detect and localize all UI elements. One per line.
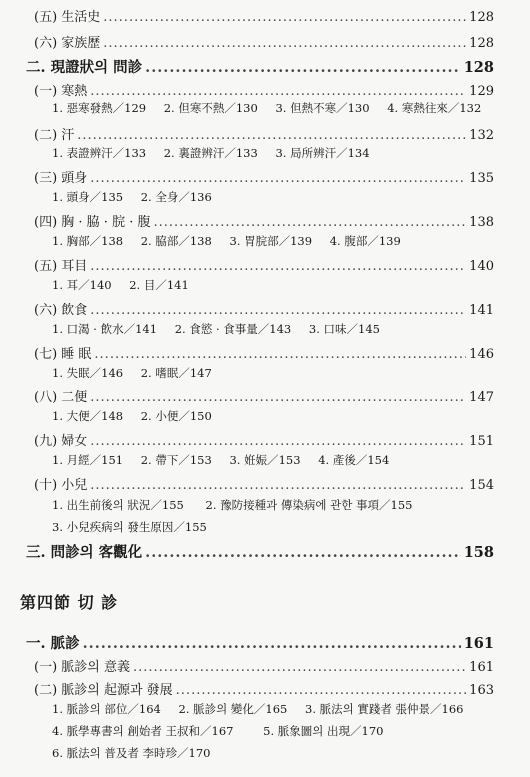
entry-label: (四) 胸 · 脇 · 脘 · 腹	[34, 215, 151, 230]
toc-entry[interactable]	[34, 474, 494, 493]
subentry-line	[52, 701, 464, 717]
subentry-line	[52, 519, 207, 535]
section-label: 一. 脈診	[26, 635, 80, 652]
subentry[interactable]: 3. 姙娠／153	[229, 453, 301, 467]
page-number: 158	[463, 544, 494, 561]
page-number: 146	[469, 347, 494, 362]
leader-dots	[90, 390, 466, 405]
page-number: 128	[469, 36, 494, 51]
subentry[interactable]: 2. 裏證辨汗／133	[163, 146, 258, 160]
subentry[interactable]: 2. 脇部／138	[140, 234, 212, 248]
subentry[interactable]: 5. 脈象圖의 出現／170	[263, 724, 384, 738]
leader-dots	[90, 171, 466, 186]
page-number: 140	[469, 259, 494, 274]
toc-entry[interactable]	[34, 656, 494, 675]
toc-entry[interactable]	[34, 679, 494, 698]
subentry[interactable]: 2. 帶下／153	[140, 453, 212, 467]
leader-dots	[145, 59, 461, 76]
leader-dots	[90, 84, 466, 99]
leader-dots	[83, 635, 461, 652]
entry-label: (八) 二便	[34, 390, 88, 405]
page-number: 132	[469, 128, 494, 143]
subentry[interactable]: 2. 但寒不熱／130	[163, 101, 258, 115]
subentry[interactable]: 3. 脈法의 實踐者 張仲景／166	[305, 702, 464, 716]
subentry[interactable]: 1. 月經／151	[52, 453, 124, 467]
subentry[interactable]: 4. 產後／154	[318, 453, 390, 467]
leader-dots	[103, 36, 466, 51]
entry-label: (一) 寒熱	[34, 84, 88, 99]
subentry[interactable]: 1. 大便／148	[52, 409, 124, 423]
subentry-line	[52, 189, 212, 205]
leader-dots	[77, 128, 466, 143]
leader-dots	[90, 259, 466, 274]
section-label: 二. 現證狀의 問診	[26, 59, 143, 76]
toc-entry[interactable]	[34, 32, 494, 51]
entry-label: (十) 小兒	[34, 478, 88, 493]
subentry[interactable]: 3. 口味／145	[308, 322, 380, 336]
entry-label: (二) 汗	[34, 128, 75, 143]
toc-entry[interactable]	[34, 255, 494, 274]
page-number: 151	[469, 434, 494, 449]
entry-label: (六) 家族歷	[34, 36, 101, 51]
subentry-line	[52, 321, 380, 337]
leader-dots	[133, 660, 466, 675]
page-number: 147	[469, 390, 494, 405]
subentry[interactable]: 4. 寒熱往來／132	[387, 101, 482, 115]
leader-dots	[145, 544, 461, 561]
subentry-line	[52, 745, 211, 761]
entry-label: (七) 睡 眠	[34, 347, 92, 362]
entry-label: (九) 婦女	[34, 434, 88, 449]
subentry[interactable]: 2. 目／141	[129, 278, 189, 292]
toc-entry[interactable]	[34, 211, 494, 230]
entry-label: (五) 耳目	[34, 259, 88, 274]
entry-label: (二) 脈診의 起源과 發展	[34, 683, 173, 698]
subentry-line	[52, 233, 401, 249]
toc-section[interactable]	[26, 541, 494, 562]
subentry[interactable]: 2. 脈診의 變化／165	[178, 702, 288, 716]
subentry-line	[52, 277, 189, 293]
subentry[interactable]: 2. 小便／150	[140, 409, 212, 423]
toc-entry[interactable]	[34, 124, 494, 143]
leader-dots	[90, 478, 466, 493]
subentry[interactable]: 2. 食慾 · 食事量／143	[174, 322, 292, 336]
page-number: 129	[469, 84, 494, 99]
subentry[interactable]: 2. 全身／136	[140, 190, 212, 204]
subentry-line	[52, 365, 212, 381]
subentry[interactable]: 3. 局所辨汗／134	[275, 146, 370, 160]
leader-dots	[90, 303, 466, 318]
subentry-line	[52, 100, 481, 116]
page-number: 128	[469, 10, 494, 25]
page-number: 163	[469, 683, 494, 698]
entry-label: (五) 生活史	[34, 10, 101, 25]
page-number: 161	[463, 635, 494, 652]
chapter-heading[interactable]: 第四節 切 診	[20, 593, 119, 612]
toc-entry[interactable]	[34, 6, 494, 25]
subentry[interactable]: 2. 嗜眠／147	[140, 366, 212, 380]
toc-entry[interactable]	[34, 343, 494, 362]
page-number: 138	[469, 215, 494, 230]
subentry-line	[52, 145, 370, 161]
subentry[interactable]: 1. 頭身／135	[52, 190, 124, 204]
subentry[interactable]: 2. 豫防接種과 傳染病에 관한 事項／155	[205, 498, 413, 512]
toc-section[interactable]	[26, 632, 494, 653]
leader-dots	[90, 434, 466, 449]
subentry[interactable]: 3. 小兒疾病의 發生原因／155	[52, 520, 207, 534]
leader-dots	[103, 10, 466, 25]
subentry[interactable]: 3. 但熱不寒／130	[275, 101, 370, 115]
entry-label: (三) 頭身	[34, 171, 88, 186]
section-label: 三. 問診의 客觀化	[26, 544, 143, 561]
subentry[interactable]: 1. 耳／140	[52, 278, 112, 292]
subentry-line	[52, 452, 389, 468]
subentry[interactable]: 1. 表證辨汗／133	[52, 146, 147, 160]
toc-entry[interactable]	[34, 167, 494, 186]
page-number: 161	[469, 660, 494, 675]
subentry-line	[52, 723, 384, 739]
toc-entry[interactable]	[34, 299, 494, 318]
subentry[interactable]: 3. 胃脘部／139	[229, 234, 313, 248]
entry-label: (一) 脈診의 意義	[34, 660, 130, 675]
subentry[interactable]: 4. 腹部／139	[329, 234, 401, 248]
subentry[interactable]: 1. 脈診의 部位／164	[52, 702, 161, 716]
leader-dots	[94, 347, 466, 362]
leader-dots	[176, 683, 467, 698]
page-number: 141	[469, 303, 494, 318]
entry-label: (六) 飲食	[34, 303, 88, 318]
page-number: 128	[463, 59, 494, 76]
subentry[interactable]: 6. 脈法의 普及者 李時珍／170	[52, 746, 211, 760]
leader-dots	[153, 215, 466, 230]
page-number: 135	[469, 171, 494, 186]
subentry[interactable]: 4. 脈學專書의 創始者 王叔和／167	[52, 724, 234, 738]
toc-section[interactable]	[26, 56, 494, 77]
subentry[interactable]: 1. 惡寒發熱／129	[52, 101, 147, 115]
page-number: 154	[469, 478, 494, 493]
subentry[interactable]: 1. 口渴 · 飲水／141	[52, 322, 158, 336]
subentry[interactable]: 1. 失眠／146	[52, 366, 124, 380]
toc-entry[interactable]	[34, 80, 494, 99]
toc-entry[interactable]	[34, 386, 494, 405]
subentry-line	[52, 497, 412, 513]
subentry-line	[52, 408, 212, 424]
subentry[interactable]: 1. 胸部／138	[52, 234, 124, 248]
subentry[interactable]: 1. 出生前後의 狀況／155	[52, 498, 184, 512]
toc-entry[interactable]	[34, 430, 494, 449]
